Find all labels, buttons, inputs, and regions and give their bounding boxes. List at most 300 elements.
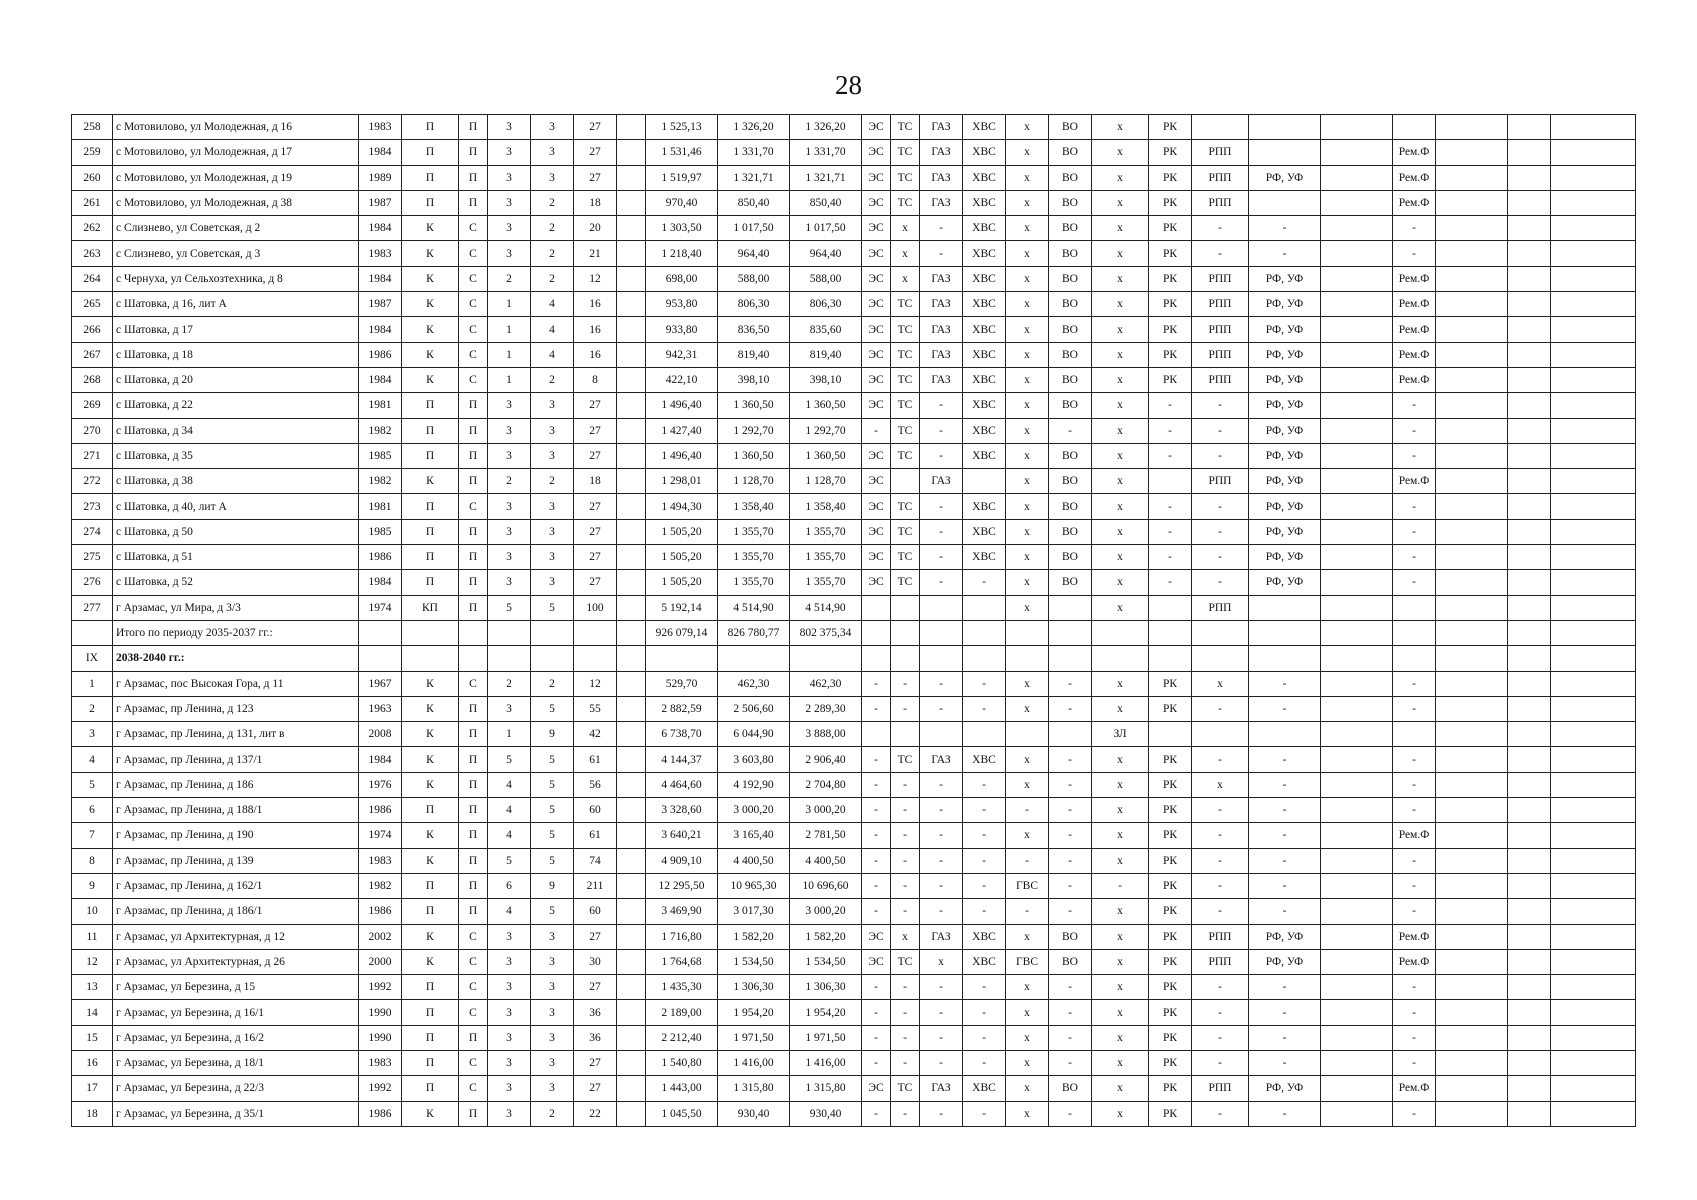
table-cell: С [459,975,488,1000]
table-cell: ТС [891,570,920,595]
table-cell: 1 355,70 [790,570,862,595]
table-cell [1393,595,1436,620]
table-cell: х [1092,823,1149,848]
table-cell: 100 [574,595,617,620]
table-cell [617,798,646,823]
table-cell: С [459,216,488,241]
table-cell: 276 [72,570,113,595]
table-cell [1249,722,1321,747]
table-cell: 462,30 [718,671,790,696]
table-row [72,216,1636,241]
table-cell: 1987 [359,190,402,215]
table-cell: х [1006,216,1049,241]
table-cell: 1990 [359,1000,402,1025]
table-cell: П [459,418,488,443]
table-cell: П [459,747,488,772]
table-cell: ГАЗ [920,317,963,342]
table-cell: ТС [891,115,920,140]
table-cell [1508,266,1551,291]
table-cell: РК [1149,823,1192,848]
table-cell [1436,975,1508,1000]
table-row [72,494,1636,519]
table-cell [1321,798,1393,823]
table-cell: г Арзамас, пр Ленина, д 186/1 [113,899,359,924]
table-cell: х [1006,241,1049,266]
table-cell: ВО [1049,949,1092,974]
table-cell [646,646,718,671]
table-cell: 3 [531,1076,574,1101]
table-cell: 1983 [359,848,402,873]
table-cell: 30 [574,949,617,974]
table-cell [1508,393,1551,418]
table-cell: ВО [1049,545,1092,570]
table-cell: 1 416,00 [790,1050,862,1075]
table-cell: 1992 [359,1076,402,1101]
table-cell: 1 519,97 [646,165,718,190]
table-cell [617,140,646,165]
table-cell: П [402,494,459,519]
table-cell [1321,292,1393,317]
table-cell: - [1192,823,1249,848]
table-cell: РК [1149,266,1192,291]
table-cell: х [1092,1076,1149,1101]
table-cell: 258 [72,115,113,140]
table-cell: 1985 [359,443,402,468]
table-cell: - [920,519,963,544]
table-cell [1321,1000,1393,1025]
table-cell: П [459,393,488,418]
table-cell [617,899,646,924]
table-cell: 1 427,40 [646,418,718,443]
table-cell [1436,367,1508,392]
table-cell: Рем.Ф [1393,1076,1436,1101]
table-cell [1393,620,1436,645]
table-cell: х [1092,1025,1149,1050]
table-cell: Итого по периоду 2035-2037 гг.: [113,620,359,645]
table-cell: 1 360,50 [718,393,790,418]
table-cell: ЭС [862,266,891,291]
table-cell: - [1192,1101,1249,1126]
table-cell: 1 306,30 [790,975,862,1000]
table-cell: - [1049,823,1092,848]
table-cell [1192,620,1249,645]
table-cell: 5 [531,747,574,772]
table-cell: - [891,798,920,823]
table-cell: 1990 [359,1025,402,1050]
table-cell: - [891,873,920,898]
table-cell: 27 [574,519,617,544]
table-cell: П [459,545,488,570]
table-cell [574,646,617,671]
table-cell [1436,722,1508,747]
table-cell: - [920,418,963,443]
table-cell: г Арзамас, ул Березина, д 16/1 [113,1000,359,1025]
table-cell: 3 000,20 [790,899,862,924]
table-cell [1508,924,1551,949]
table-cell: РК [1149,1025,1192,1050]
table-cell: ГАЗ [920,747,963,772]
table-cell: - [1393,570,1436,595]
table-cell: 1984 [359,140,402,165]
table-cell: ТС [891,494,920,519]
table-cell: 20 [574,216,617,241]
table-cell: 1 [488,317,531,342]
table-cell: 3 [488,975,531,1000]
table-cell: 2 [531,216,574,241]
table-cell: 12 [574,671,617,696]
table-row [72,519,1636,544]
table-cell: х [1006,519,1049,544]
table-cell: 2 [488,671,531,696]
table-cell: 3 [488,519,531,544]
table-cell: - [862,1000,891,1025]
table-cell: РФ, УФ [1249,570,1321,595]
table-cell: - [963,823,1006,848]
table-cell: ТС [891,519,920,544]
table-cell [617,570,646,595]
table-cell [790,646,862,671]
table-cell: 1 321,71 [790,165,862,190]
table-cell: - [862,873,891,898]
table-cell: - [963,570,1006,595]
table-cell [1436,241,1508,266]
table-cell: г Арзамас, ул Березина, д 22/3 [113,1076,359,1101]
table-cell: ВО [1049,190,1092,215]
table-cell: ХВС [963,241,1006,266]
table-cell: 1 582,20 [790,924,862,949]
table-cell: 1 306,30 [718,975,790,1000]
table-cell [963,722,1006,747]
table-cell: ВО [1049,519,1092,544]
table-cell [1551,367,1636,392]
table-cell [1508,873,1551,898]
table-cell: - [1192,241,1249,266]
table-cell: с Шатовка, д 16, лит А [113,292,359,317]
table-cell [1551,140,1636,165]
table-cell [1551,1000,1636,1025]
table-cell: - [1393,798,1436,823]
table-cell: 27 [574,443,617,468]
table-cell: 3 000,20 [790,798,862,823]
table-cell: 1 505,20 [646,545,718,570]
table-cell: 266 [72,317,113,342]
table-cell: ХВС [963,140,1006,165]
table-cell: ХВС [963,342,1006,367]
table-cell: 4 192,90 [718,772,790,797]
table-cell: ЭС [862,949,891,974]
table-cell: 61 [574,823,617,848]
table-cell: - [1149,443,1192,468]
table-cell: - [1393,545,1436,570]
table-cell: 1 534,50 [718,949,790,974]
table-cell: 1983 [359,241,402,266]
table-cell: г Арзамас, ул Березина, д 35/1 [113,1101,359,1126]
table-cell: х [1092,266,1149,291]
table-cell: - [891,1050,920,1075]
table-row [72,443,1636,468]
table-cell: ГВС [1006,949,1049,974]
table-cell: - [1249,772,1321,797]
table-cell: с Шатовка, д 40, лит А [113,494,359,519]
table-cell: 1986 [359,342,402,367]
table-cell: - [862,671,891,696]
table-cell [1551,772,1636,797]
table-cell: П [459,443,488,468]
table-cell [1551,671,1636,696]
table-cell: 1 496,40 [646,393,718,418]
table-cell: 9 [531,722,574,747]
table-cell: - [1393,443,1436,468]
table-cell: 12 295,50 [646,873,718,898]
table-cell [1508,216,1551,241]
table-cell: х [1092,949,1149,974]
table-cell: - [862,1050,891,1075]
table-cell [617,873,646,898]
table-row [72,570,1636,595]
table-cell: 21 [574,241,617,266]
table-cell: ХВС [963,367,1006,392]
table-cell: 398,10 [790,367,862,392]
table-cell: П [402,1050,459,1075]
table-cell [1551,899,1636,924]
table-cell: 1 971,50 [790,1025,862,1050]
table-cell [1249,646,1321,671]
table-cell: - [1006,899,1049,924]
table-cell [72,620,113,645]
table-cell: х [1006,393,1049,418]
table-cell [1436,570,1508,595]
table-cell: х [1006,1000,1049,1025]
table-cell: РФ, УФ [1249,393,1321,418]
table-cell [1551,1101,1636,1126]
table-cell: 1 326,20 [790,115,862,140]
table-cell: - [1249,798,1321,823]
table-cell: РФ, УФ [1249,266,1321,291]
table-cell: - [1393,1050,1436,1075]
table-cell [1321,216,1393,241]
table-cell: РФ, УФ [1249,924,1321,949]
table-cell [1551,823,1636,848]
table-cell: - [920,975,963,1000]
table-cell [1551,342,1636,367]
table-cell [1551,620,1636,645]
table-cell: ТС [891,1076,920,1101]
table-cell [1321,873,1393,898]
table-cell [617,469,646,494]
table-cell: 4 [531,342,574,367]
table-cell: 4 400,50 [718,848,790,873]
table-cell: ВО [1049,367,1092,392]
table-cell: х [1092,469,1149,494]
section-header-row [72,646,1636,671]
table-cell: П [402,115,459,140]
table-cell: 1986 [359,545,402,570]
table-cell: х [1092,140,1149,165]
table-cell [617,848,646,873]
table-cell: 806,30 [718,292,790,317]
table-cell: - [1049,696,1092,721]
table-cell: - [1393,671,1436,696]
table-cell: х [1092,595,1149,620]
table-cell: - [963,1050,1006,1075]
table-cell: г Арзамас, пр Ленина, д 162/1 [113,873,359,898]
table-body [72,115,1636,1127]
table-cell [1393,115,1436,140]
table-cell: ТС [891,418,920,443]
table-cell: - [1149,494,1192,519]
table-cell: ВО [1049,570,1092,595]
table-cell: РК [1149,1000,1192,1025]
table-cell [617,671,646,696]
table-cell: ХВС [963,317,1006,342]
table-cell: - [1149,418,1192,443]
table-cell: - [1149,570,1192,595]
table-cell: 10 965,30 [718,873,790,898]
table-cell: 4 [488,899,531,924]
table-cell: ЭС [862,140,891,165]
table-cell [1508,443,1551,468]
table-cell: 264 [72,266,113,291]
table-cell: 6 738,70 [646,722,718,747]
housing-register-table [71,114,1636,1127]
table-cell: 1 017,50 [790,216,862,241]
table-cell [1321,570,1393,595]
table-cell: г Арзамас, пр Ленина, д 190 [113,823,359,848]
table-cell [1436,115,1508,140]
table-cell [1006,722,1049,747]
table-row [72,798,1636,823]
table-cell: - [891,671,920,696]
table-cell: Рем.Ф [1393,190,1436,215]
table-cell: РФ, УФ [1249,292,1321,317]
table-cell: с Мотовилово, ул Молодежная, д 38 [113,190,359,215]
table-cell: 1982 [359,873,402,898]
table-cell: х [1006,469,1049,494]
table-cell: П [459,899,488,924]
table-cell: С [459,924,488,949]
table-cell: - [1192,1050,1249,1075]
table-cell [1508,696,1551,721]
table-cell: - [862,418,891,443]
table-cell: 4 [531,292,574,317]
table-cell [1508,975,1551,1000]
table-cell: - [1049,772,1092,797]
table-cell: 1 315,80 [718,1076,790,1101]
table-cell [617,115,646,140]
table-cell: 1 355,70 [790,519,862,544]
table-cell: 5 [531,772,574,797]
table-cell: 1983 [359,115,402,140]
table-cell: - [891,899,920,924]
table-cell: г Арзамас, ул Березина, д 16/2 [113,1025,359,1050]
table-cell: 15 [72,1025,113,1050]
table-cell: 36 [574,1025,617,1050]
table-cell: 3 [488,570,531,595]
table-cell: 3 [531,115,574,140]
table-cell [1551,873,1636,898]
table-cell: х [1092,241,1149,266]
table-row [72,342,1636,367]
table-cell: 1989 [359,165,402,190]
table-cell: х [1092,393,1149,418]
table-cell: - [1049,1025,1092,1050]
table-cell: 2 [531,190,574,215]
table-cell: ВО [1049,393,1092,418]
table-cell: г Арзамас, пр Ленина, д 131, лит в [113,722,359,747]
table-cell: х [1092,115,1149,140]
table-cell: 5 [488,747,531,772]
table-cell: С [459,367,488,392]
table-cell: ГАЗ [920,266,963,291]
table-cell [617,393,646,418]
table-cell: П [459,115,488,140]
table-cell: - [891,848,920,873]
table-cell: 1 298,01 [646,469,718,494]
table-row [72,469,1636,494]
table-cell: 3 [531,443,574,468]
table-cell: 74 [574,848,617,873]
table-cell: РК [1149,924,1192,949]
table-cell: х [1006,1025,1049,1050]
table-cell [1436,671,1508,696]
table-cell: 2 [488,469,531,494]
table-cell: 3 [488,1025,531,1050]
table-cell [617,646,646,671]
table-cell: 1 355,70 [718,545,790,570]
table-cell: с Слизнево, ул Советская, д 3 [113,241,359,266]
table-cell: С [459,241,488,266]
table-cell: РПП [1192,165,1249,190]
table-cell: - [920,798,963,823]
table-cell: ЭС [862,519,891,544]
table-cell: - [920,570,963,595]
table-cell: с Шатовка, д 34 [113,418,359,443]
table-cell: 1976 [359,772,402,797]
table-cell: х [1006,317,1049,342]
table-cell: 1 326,20 [718,115,790,140]
table-cell: 2 [531,266,574,291]
table-cell: ХВС [963,747,1006,772]
table-cell: 1 443,00 [646,1076,718,1101]
table-cell: - [1393,772,1436,797]
table-cell [1508,545,1551,570]
table-cell [1551,798,1636,823]
table-cell [1436,494,1508,519]
table-cell: с Шатовка, д 51 [113,545,359,570]
table-cell [1321,443,1393,468]
table-cell: 3 [488,494,531,519]
table-cell: 1 218,40 [646,241,718,266]
table-cell [617,747,646,772]
table-cell [617,1025,646,1050]
table-cell: 16 [574,317,617,342]
table-cell [1436,190,1508,215]
table-cell: ЭС [862,924,891,949]
table-cell: П [402,418,459,443]
table-cell [1321,469,1393,494]
table-cell: ГАЗ [920,115,963,140]
table-cell: - [1393,1101,1436,1126]
table-cell: х [1092,696,1149,721]
table-cell: 7 [72,823,113,848]
table-cell: - [963,1101,1006,1126]
table-cell: 3 [531,519,574,544]
table-cell: - [920,545,963,570]
table-cell: П [402,545,459,570]
table-cell: П [459,165,488,190]
table-cell: ВО [1049,1076,1092,1101]
table-cell: РК [1149,975,1192,1000]
